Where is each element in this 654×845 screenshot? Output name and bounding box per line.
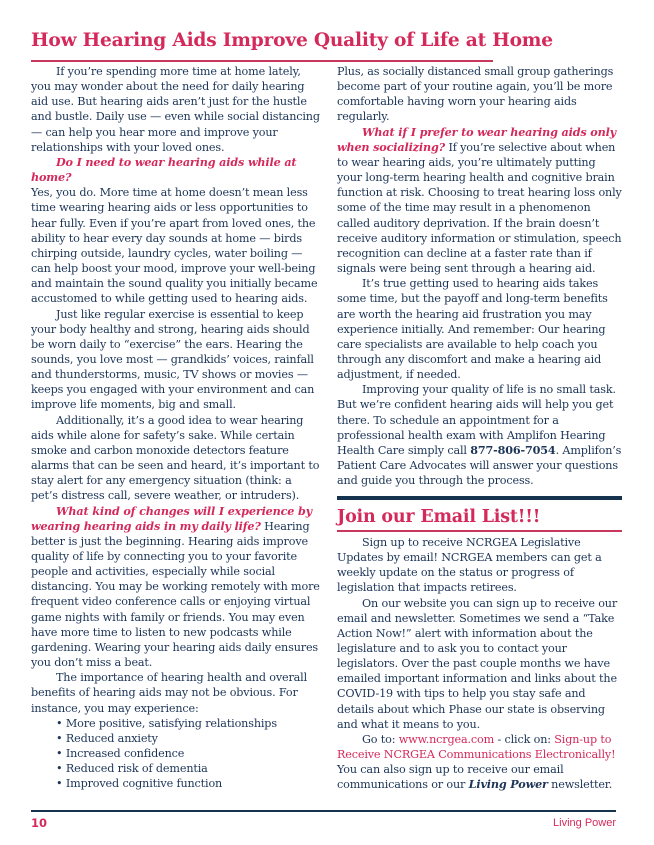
paragraph xyxy=(337,125,622,277)
article-title: How Hearing Aids Improve Quality of Life at Home xyxy=(31,30,553,51)
click-label: - click on: xyxy=(494,732,555,746)
paragraph-text: newsletter. xyxy=(547,778,613,792)
list-item: • Reduced risk of dementia xyxy=(56,761,320,776)
paragraph: Additionally, it’s a good idea to wear hearing aids while alone for safety’s sake. While certain smoke and carbon monoxide detectors feature alarms that can be seen and heard, it’s important to stay alert for any emergency situation (think: a pet’s distress call, severe weather, or intruders). xyxy=(31,413,320,503)
paragraph: The importance of hearing health and overall benefits of hearing aids may not be obvious. For instance, you may experience: xyxy=(31,671,308,715)
answer-text: Hearing better is just the beginning. Hearing aids improve quality of life by connecting you to your favorite people and activities, especially while social distancing. You may be working remotely with more frequent video conference calls or enjoying virtual game nights with family or friends. You may even have more time to listen to new podcasts while gardening. Wearing your hearing aids daily ensures you don’t miss a beat. xyxy=(31,519,320,670)
paragraph: Just like regular exercise is essential to keep your body healthy and strong, hearing aids should be worn daily to “exercise” the ears. Hearing the sounds, you love most — grandkids’ voices, rainfall and thunderstorms, music, TV shows or movies — keeps you engaged with your environment and can improve life moments, big and small. xyxy=(31,307,315,412)
paragraph xyxy=(337,762,622,792)
publication-name: Living Power xyxy=(553,817,616,829)
list-item: • Reduced anxiety xyxy=(56,731,320,746)
list-item: • More positive, satisfying relationships xyxy=(56,716,320,731)
paragraph: Sign up to receive NCRGEA Legislative Updates by email! NCRGEA members can get a weekly update on the status or progress of legislation that impacts retirees. xyxy=(337,535,602,595)
paragraph xyxy=(337,732,622,762)
paragraph: On our website you can sign up to receive our email and newsletter. Sometimes we send a “Take Action Now!” alert with information about the legislature and to ask you to contact your legislators. Over the past couple months we have emailed important information and links about the COVID-19 with tips to help you stay safe and details about which Phase our state is observing and what it means to you. xyxy=(337,596,618,731)
page-number: 10 xyxy=(31,816,48,830)
question-text: What if I prefer to wear hearing aids only when socializing? xyxy=(337,124,617,154)
paragraph-text: Improving your quality of life is no small task. But we’re confident hearing aids will help you get there. To schedule an appointment for a professional health exam with Amplifon Hearing Health Care simply call xyxy=(337,383,616,457)
paragraph: If you’re spending more time at home lately, you may wonder about the need for daily hearing aid use. But hearing aids aren’t just for the hustle and bustle. Daily use — even while social distancing — can help you hear more and improve your relationships with your loved ones. xyxy=(31,65,320,154)
right-column xyxy=(337,64,622,793)
paragraph xyxy=(337,382,622,488)
answer-text: If you’re selective about when to wear hearing aids, you’re ultimately putting your long-term hearing health and cognitive brain function at risk. Choosing to treat hearing loss only some of the time may result in a phenomenon called auditory deprivation. If the brain doesn’t receive auditory information or stimulation, speech recognition can decline at a faster rate than if signals were being sent through a hearing aid. xyxy=(337,140,622,276)
goto-label: Go to: xyxy=(362,732,399,746)
list-item: • Increased confidence xyxy=(56,746,320,761)
website-link[interactable]: www.ncrgea.com xyxy=(398,732,495,746)
paragraph-text: . Amplifon’s Patient Care Advocates will answer your questions and guide you through the process. xyxy=(337,443,622,488)
question-text: Do I need to wear hearing aids while at home? xyxy=(31,154,297,185)
email-title-divider xyxy=(337,530,622,532)
paragraph xyxy=(31,504,320,671)
benefits-list xyxy=(31,716,320,792)
left-column xyxy=(31,64,320,792)
title-divider xyxy=(31,60,493,62)
paragraph: Plus, as socially distanced small group gatherings become part of your routine again, you’ll be more comfortable having worn your hearing aids regularly. xyxy=(337,65,614,124)
email-section-title: Join our Email List!!! xyxy=(337,507,541,528)
phone-number[interactable]: 877-806-7054 xyxy=(470,442,556,457)
question-heading xyxy=(31,155,320,185)
paragraph: It’s true getting used to hearing aids takes some time, but the payoff and long-term benefits are worth the hearing aid frustration you may experience initially. And remember: Our hearing care specialists are available to help coach you through any discomfort and make a hearing aid adjustment, if needed. xyxy=(337,277,608,382)
question-text: What kind of changes will I experience by wearing hearing aids in my daily life? xyxy=(31,503,313,533)
paragraph-text: You can also sign up to receive our email communications or our xyxy=(337,763,564,792)
section-divider xyxy=(337,496,622,500)
magazine-name: Living Power xyxy=(468,777,548,792)
list-item: • Improved cognitive function xyxy=(56,776,320,791)
paragraph: Yes, you do. More time at home doesn’t mean less time wearing hearing aids or less opportunities to hear fully. Even if you’re apart from loved ones, the ability to hear every day sounds at home — birds chirping outside, laundry cycles, water boiling — can help boost your mood, improve your well-being and maintain the sound quality you initially became accustomed to while getting used to hearing aids. xyxy=(31,186,318,306)
footer-divider xyxy=(31,810,616,812)
signup-link[interactable]: Sign-up to Receive NCRGEA Communications Electronically! xyxy=(337,732,616,762)
